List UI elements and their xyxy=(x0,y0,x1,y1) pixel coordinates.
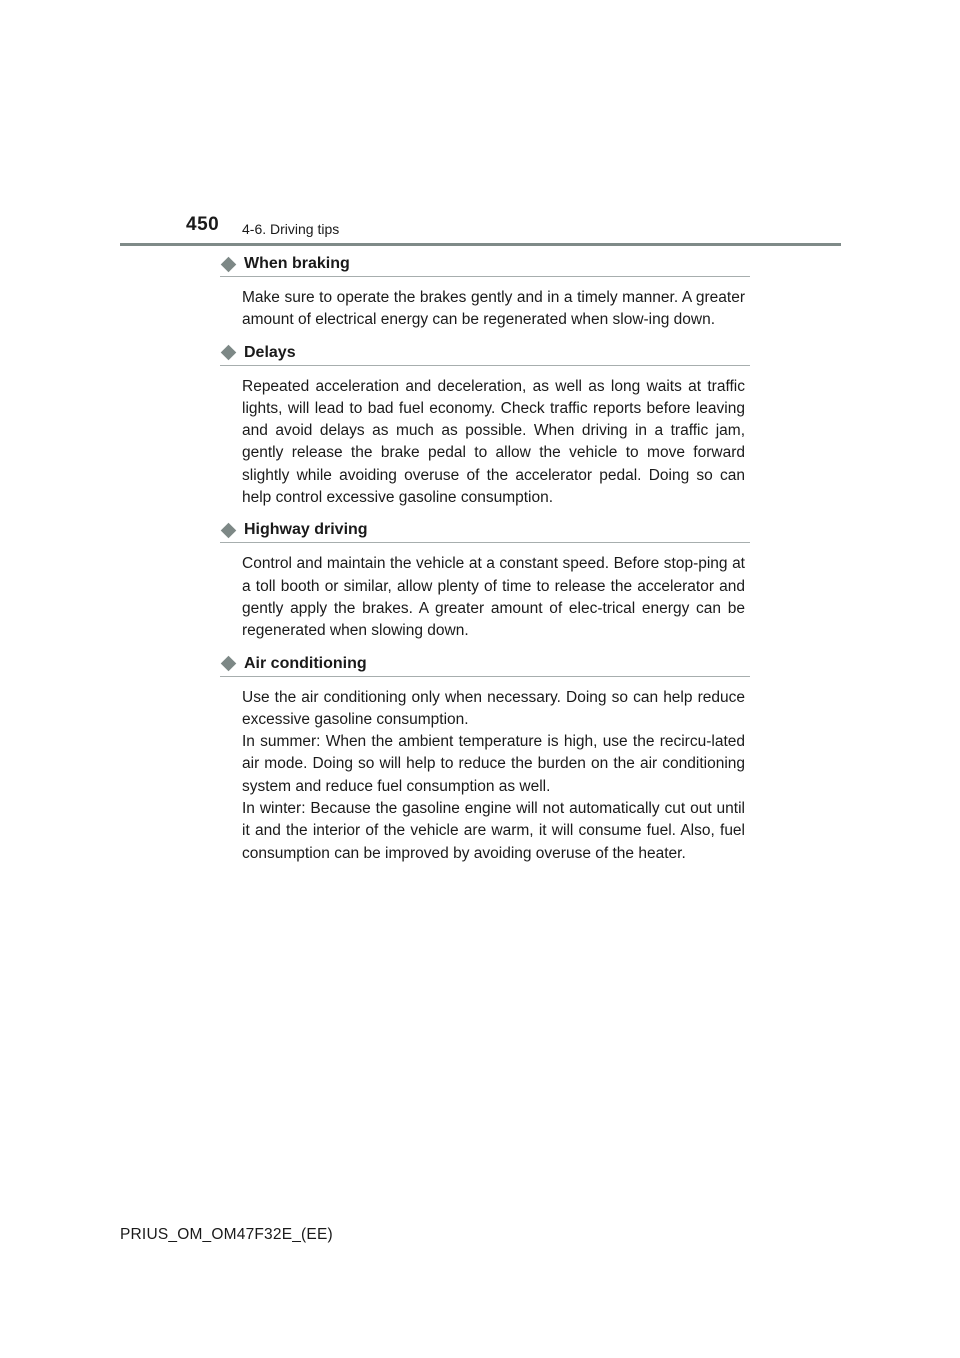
section-when-braking xyxy=(220,253,750,332)
section-heading-text: Air conditioning xyxy=(244,654,367,672)
body-paragraph: Use the air conditioning only when necessary. Doing so can help reduce excessive gasoline consumption. xyxy=(242,688,745,728)
page-number: 450 xyxy=(186,214,220,235)
body-paragraph: Control and maintain the vehicle at a constant speed. Before stop-ping at a toll booth or similar, allow plenty of time to release the accelerator and gently apply the brakes. A greater amount of elec-trical energy can be regenerated when slowing down. xyxy=(242,555,745,640)
section-body xyxy=(242,687,745,865)
section-body xyxy=(242,553,745,642)
body-paragraph: Repeated acceleration and deceleration, as well as long waits at traffic lights, will lead to bad fuel economy. Check traffic reports before leaving and avoid delays as much as possible. When driving in a traffic jam, gently release the brake pedal to allow the vehicle to move forward slightly while avoiding overuse of the accelerator pedal. Doing so can help control excessive gasoline consumption. xyxy=(242,377,745,507)
section-heading xyxy=(220,653,750,677)
page-content xyxy=(220,253,750,875)
section-heading xyxy=(220,519,750,543)
body-paragraph: In winter: Because the gasoline engine will not automatically cut out until it and the interior of the vehicle are warm, it will consume fuel. Also, fuel consumption can be improved by avoiding overuse of the heater. xyxy=(242,800,745,862)
body-paragraph: Make sure to operate the brakes gently and in a timely manner. A greater amount of electrical energy can be regenerated when slow-ing down. xyxy=(242,289,745,329)
diamond-bullet-icon xyxy=(221,345,237,361)
diamond-bullet-icon xyxy=(221,656,237,672)
section-delays xyxy=(220,342,750,510)
section-highway-driving xyxy=(220,519,750,642)
section-air-conditioning xyxy=(220,653,750,865)
footer-document-code: PRIUS_OM_OM47F32E_(EE) xyxy=(120,1226,333,1243)
section-body xyxy=(242,376,745,510)
diamond-bullet-icon xyxy=(221,256,237,272)
section-title: 4-6. Driving tips xyxy=(242,221,340,237)
section-heading-text: Delays xyxy=(244,343,296,361)
section-heading-text: When braking xyxy=(244,255,350,272)
header-rule xyxy=(120,243,841,246)
section-heading xyxy=(220,342,750,366)
section-heading-text: Highway driving xyxy=(244,521,368,539)
section-heading xyxy=(220,253,750,277)
section-body xyxy=(242,287,745,332)
diamond-bullet-icon xyxy=(221,523,237,539)
body-paragraph: In summer: When the ambient temperature is high, use the recircu-lated air mode. Doing so will help to reduce the burden on the air conditioning system and reduce fuel consumption as well. xyxy=(242,733,745,795)
